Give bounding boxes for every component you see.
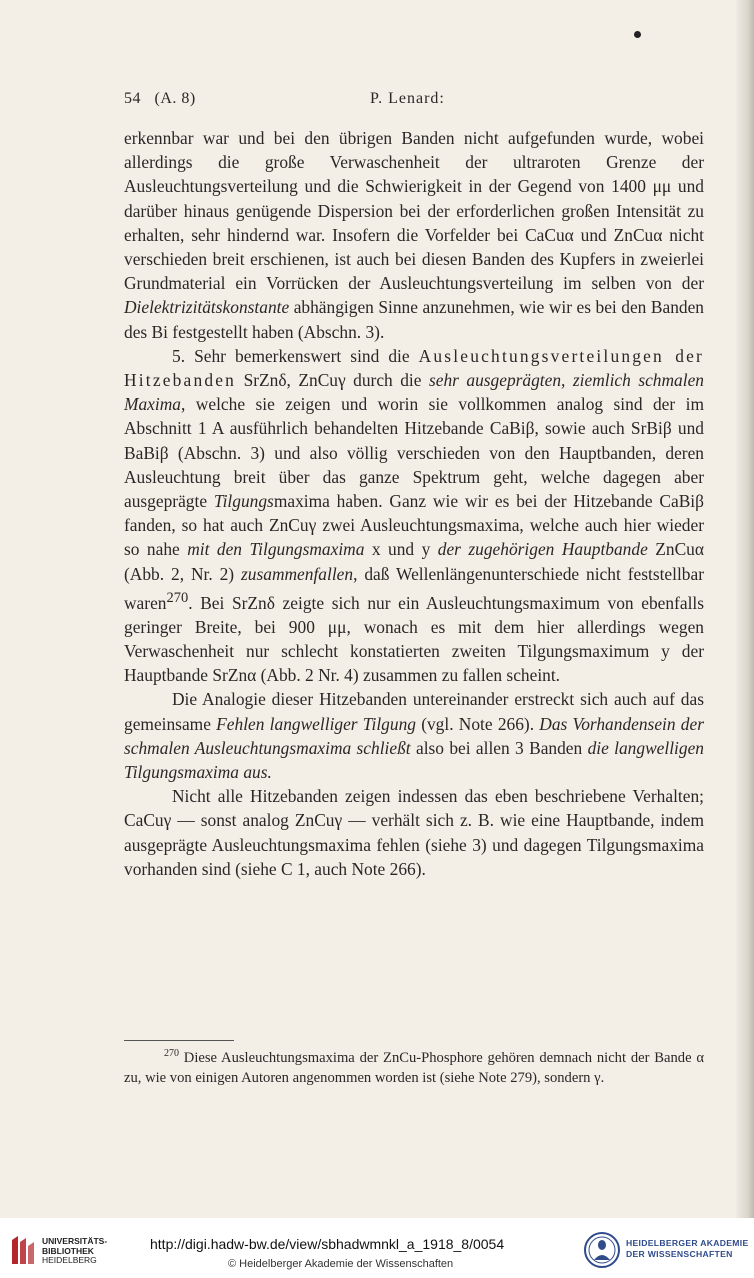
running-head-author: P. Lenard: [370, 90, 445, 107]
university-library-logo-icon [8, 1232, 38, 1268]
book-spine-shadow [736, 0, 754, 1218]
copyright-notice: © Heidelberger Akademie der Wissenschaften [228, 1258, 454, 1270]
footer-bar [0, 1218, 754, 1278]
body-text [124, 126, 704, 881]
ink-dot [634, 31, 641, 38]
academy-seal-icon [584, 1230, 620, 1270]
paragraph-4: Nicht alle Hitzebanden zeigen indessen das eben beschriebene Verhalten; CaCuγ — sonst analog ZnCuγ — verhält sich z. B. wie eine Hauptbande, indem ausgeprägte Ausleuchtungsmaxima fehlen (siehe 3) und dagegen Tilgungsmaxima vorhanden sind (siehe C 1, auch Note 266). [124, 786, 704, 879]
paragraph-2: 5. Sehr bemerkenswert sind die Ausleuchtungsverteilungen der Hitzebanden SrZnδ, ZnCuγ durch die sehr ausgeprägten, ziemlich schmalen Maxima, welche sie zeigen und worin sie vollkommen analog sind der im Abschnitt 1 A ausführlich behandelten Hitzebande CaBiβ, sowie auch SrBiβ und BaBiβ (Abschn. 3) und also völlig verschieden von den Hauptbanden, deren Ausleuchtung breit über das ganze Spektrum geht, welche dagegen aber ausgeprägte Tilgungsmaxima haben. Ganz wie wir es bei der Hitzebande CaBiβ fanden, so hat auch ZnCuγ zwei Ausleuchtungsmaxima, welche auch hier wieder so nahe mit den Tilgungsmaxima x und y der zugehörigen Hauptbande ZnCuα (Abb. 2, Nr. 2) zusammenfallen, daß Wellenlängenunterschiede nicht feststellbar waren$^{270}$. Bei SrZnδ zeigte sich nur ein Ausleuchtungsmaximum von ebenfalls geringer Breite, bei 900 μμ, wonach es mit dem hier allerdings wegen Verwaschenheit nur schlecht konstatierten zweiten Tilgungsmaximum y der Hauptbande SrZnα (Abb. 2 Nr. 4) zusammen zu fallen scheint. [124, 345, 705, 686]
paragraph-3: Die Analogie dieser Hitzebanden untereinander erstreckt sich auch auf das gemeinsame Fehlen langwelliger Tilgung (vgl. Note 266). Das Vorhandensein der schmalen Ausleuchtungsmaxima schließt also bei allen 3 Banden die langwelligen Tilgungsmaxima aus. [124, 689, 704, 783]
page-number: 54 (A. 8) [124, 90, 196, 107]
academy-name: HEIDELBERGER AKADEMIE DER WISSENSCHAFTEN [626, 1238, 749, 1259]
footnote: $^{270}$ Diese Ausleuchtungsmaxima der ZnCu-Phosphore gehören demnach nicht der Bande α zu, wie von einigen Autoren angenommen worden ist (siehe Note 279), sondern γ. [124, 1048, 704, 1087]
footnote-number: 270 [164, 1048, 179, 1059]
footnote-ref: 270 [166, 589, 189, 606]
footnote-divider [124, 1040, 234, 1041]
permalink-url[interactable]: http://digi.hadw-bw.de/view/sbhadwmnkl_a_1918_8/0054 [150, 1236, 505, 1252]
paragraph-1: erkennbar war und bei den übrigen Banden nicht aufgefunden wurde, wobei allerdings die große Verwaschenheit der ultraroten Grenze der Ausleuchtungsverteilung und die Schwierigkeit in der Gegend von 1400 μμ und darüber hinaus genügende Dispersion bei der erforderlichen großen Intensität zu erhalten, sehr hindernd war. Insofern die Vorfelder bei CaCuα und ZnCuα nicht verschieden breit erschienen, ist auch bei diesen Banden des Kupfers in zweierlei Grundmaterial ein Vorrücken der Ausleuchtungsverteilung im selben von der Dielektrizitätskonstante abhängigen Sinne anzunehmen, wie wir es bei den Banden des Bi festgestellt haben (Abschn. 3). [124, 128, 704, 342]
university-library-name: UNIVERSITÄTS- BIBLIOTHEK HEIDELBERG [42, 1236, 108, 1265]
